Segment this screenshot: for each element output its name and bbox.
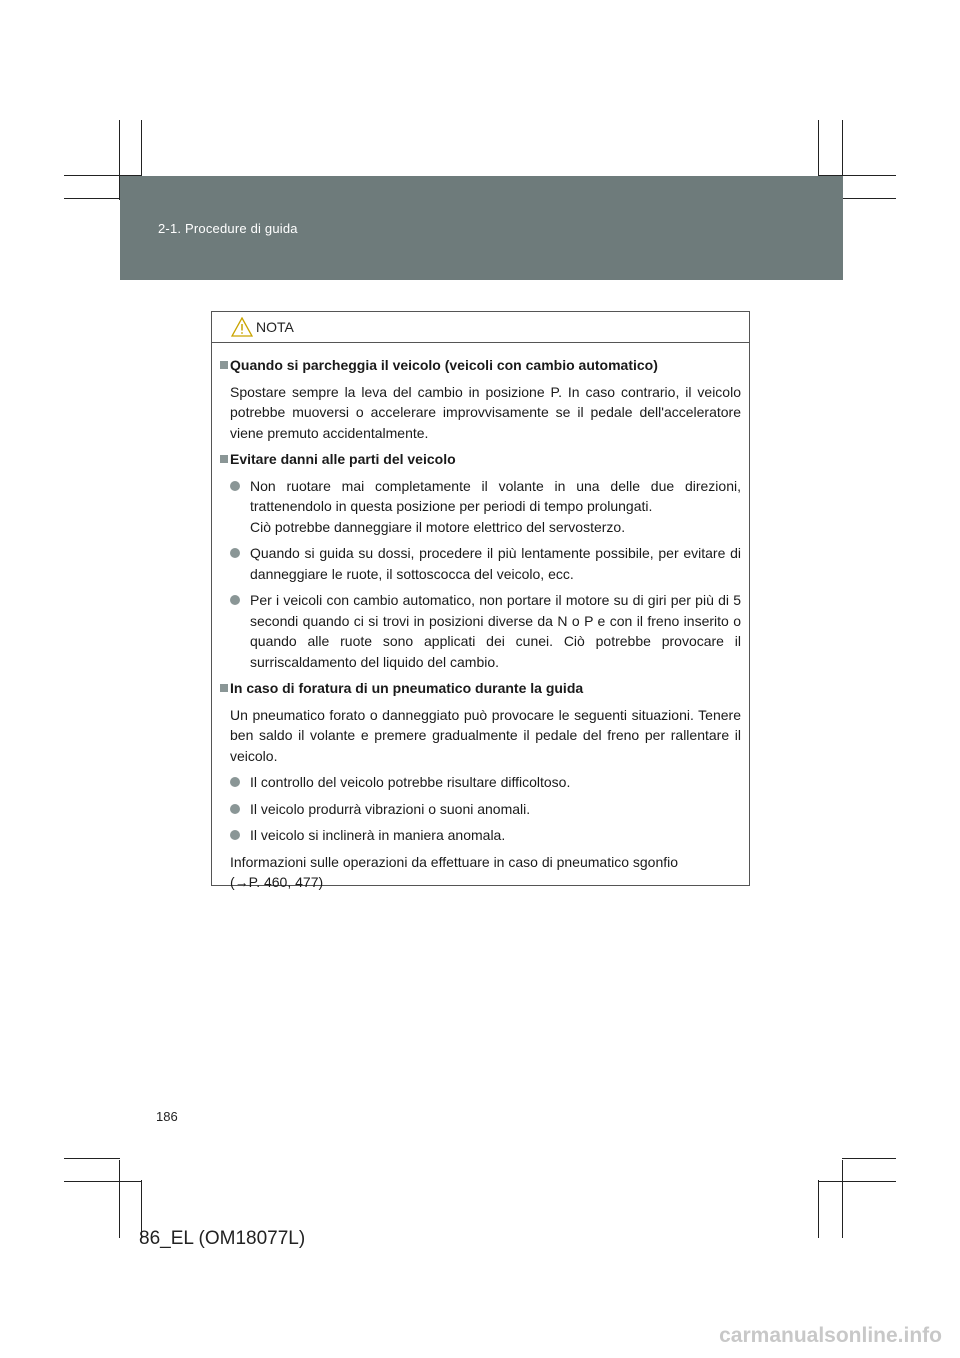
list-item-text: Ciò potrebbe danneggiare il motore elettrico del servosterzo. [250,518,626,535]
list-item [220,543,741,584]
page-reference-link[interactable]: P. 460, 477 [248,874,319,890]
list-item-text: Il veicolo si inclinerà in maniera anomala. [250,827,506,843]
square-bullet-icon [220,455,228,463]
watermark: carmanualsonline.info [719,1324,942,1347]
list-item-text: Per i veicoli con cambio automatico, non portare il motore su di giri per più di 5 secondi quando ci si trovi in posizioni diverse da N o P e con il freno inserito o quando alle ruote sono applicati dei cunei. Ciò potrebbe provocare il surriscaldamento del liquido del cambio. [250,592,741,670]
list-item [220,799,741,820]
crop-mark [842,1158,896,1159]
list-item-text: Il veicolo produrrà vibrazioni o suoni anomali. [250,800,531,817]
crop-mark [818,1180,819,1238]
crop-mark [64,1181,142,1182]
circle-bullet-icon [230,777,240,787]
section-heading [220,678,741,699]
heading-text: In caso di foratura di un pneumatico durante la guida [230,680,584,696]
page-number: 186 [156,1109,178,1124]
list-item [220,476,741,538]
list-item [220,825,741,846]
paragraph: Spostare sempre la leva del cambio in posizione P. In caso contrario, il veicolo potrebbe muoversi o accelerare improvvisamente se il pedale dell'acceleratore viene premuto accidentalmente. [230,383,741,441]
crop-mark [842,198,896,199]
square-bullet-icon [220,361,228,369]
list-item-text: Quando si guida su dossi, procedere il più lentamente possibile, per evitare di danneggiare le ruote, il sottoscocca del veicolo, ecc. [250,545,741,582]
paragraph: Informazioni sulle operazioni da effettuare in caso di pneumatico sgonfio (→P. 460, 477) [230,853,679,890]
crop-mark [64,1158,120,1159]
notice-header [212,312,749,343]
heading-text: Evitare danni alle parti del veicolo [230,451,456,467]
circle-bullet-icon [230,804,240,814]
notice-body [212,343,749,903]
list-item [220,772,741,793]
list-item [220,590,741,672]
section-heading [220,449,741,470]
circle-bullet-icon [230,595,240,605]
warning-triangle-icon [231,317,253,337]
crop-mark [64,198,120,199]
arrow-icon: → [234,874,249,890]
heading-text: Quando si parcheggia il veicolo (veicoli con cambio automatico) [230,357,658,373]
square-bullet-icon [220,684,228,692]
crop-mark [119,1160,120,1238]
circle-bullet-icon [230,481,240,491]
notice-label: NOTA [256,319,294,335]
paragraph: Un pneumatico forato o danneggiato può provocare le seguenti situazioni. Tenere ben saldo il volante e premere gradualmente il pedale del freno per rallentare il veicolo. [230,706,741,764]
notice-box [211,311,750,890]
document-code: 86_EL (OM18077L) [139,1228,306,1249]
section-title: 2-1. Procedure di guida [158,221,298,236]
list-item-text: Il controllo del veicolo potrebbe risultare difficoltoso. [250,774,571,790]
list-item-text: Non ruotare mai completamente il volante in una delle due direzioni, trattenendolo in questa posizione per periodi di tempo prolungati. [250,477,741,514]
circle-bullet-icon [230,548,240,558]
crop-mark [842,1160,843,1238]
circle-bullet-icon [230,830,240,840]
crop-mark [818,1181,896,1182]
info-text: Informazioni sulle operazioni da effettuare in caso di pneumatico sgonfio [230,853,679,870]
section-heading [220,355,741,376]
